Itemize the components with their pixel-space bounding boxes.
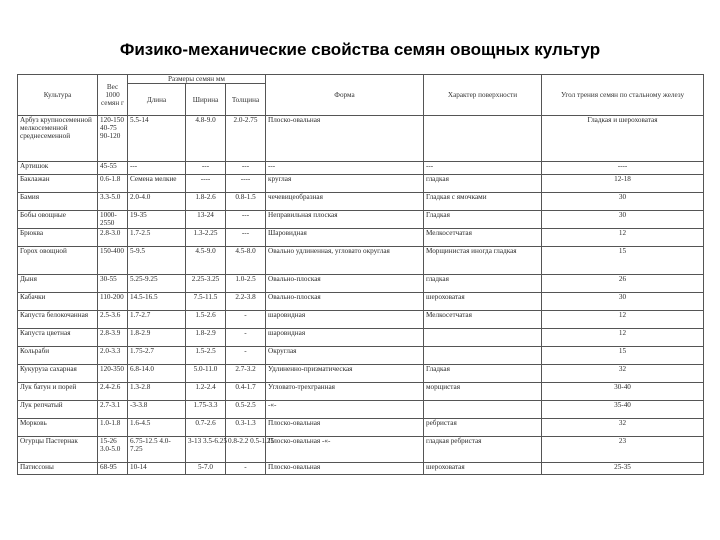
- table-row: [18, 311, 704, 329]
- cell-weight: 30-55: [98, 275, 128, 293]
- cell-thickness: 2.0-2.75: [226, 116, 266, 162]
- table-row: [18, 401, 704, 419]
- cell-culture: Арбуз крупносеменной мелкосеменной среднесеменной: [18, 116, 98, 162]
- cell-width: 1.2-2.4: [186, 383, 226, 401]
- cell-width: 13-24: [186, 211, 226, 229]
- cell-culture: Брюква: [18, 229, 98, 247]
- cell-width: 1.8-2.9: [186, 329, 226, 347]
- cell-surface: Мелкосетчатая: [424, 229, 542, 247]
- cell-thickness: 4.5-8.0: [226, 247, 266, 275]
- cell-shape: Плоско-овальная: [266, 463, 424, 475]
- table-row: [18, 247, 704, 275]
- cell-thickness: -: [226, 329, 266, 347]
- cell-length: 1.8-2.9: [128, 329, 186, 347]
- cell-weight: 150-400: [98, 247, 128, 275]
- cell-weight: 120-150 40-75 90-120: [98, 116, 128, 162]
- cell-surface: [424, 116, 542, 162]
- cell-width: 3-13 3.5-6.25: [186, 437, 226, 463]
- table-row: [18, 365, 704, 383]
- cell-length: 6.8-14.0: [128, 365, 186, 383]
- cell-shape: Удлиненно-призматическая: [266, 365, 424, 383]
- cell-thickness: ---: [226, 211, 266, 229]
- cell-length: 1.75-2.7: [128, 347, 186, 365]
- cell-angle: 12-18: [542, 175, 704, 193]
- header-width: Ширина: [186, 84, 226, 116]
- cell-surface: [424, 401, 542, 419]
- cell-culture: Капуста белокочанная: [18, 311, 98, 329]
- cell-length: 5.5-14: [128, 116, 186, 162]
- cell-angle: 32: [542, 419, 704, 437]
- table-row: [18, 275, 704, 293]
- cell-surface: ---: [424, 162, 542, 175]
- cell-angle: 35-40: [542, 401, 704, 419]
- cell-culture: Огурцы Пастернак: [18, 437, 98, 463]
- cell-length: 5-9.5: [128, 247, 186, 275]
- cell-surface: ребристая: [424, 419, 542, 437]
- cell-weight: 2.4-2.6: [98, 383, 128, 401]
- cell-shape: шаровидная: [266, 329, 424, 347]
- cell-angle: 26: [542, 275, 704, 293]
- cell-width: 1.5-2.5: [186, 347, 226, 365]
- cell-surface: Морщинистая иногда гладкая: [424, 247, 542, 275]
- cell-culture: Лук батун и порей: [18, 383, 98, 401]
- cell-culture: Морковь: [18, 419, 98, 437]
- cell-weight: 45-55: [98, 162, 128, 175]
- cell-length: 5.25-9.25: [128, 275, 186, 293]
- table-row: [18, 211, 704, 229]
- cell-angle: 30: [542, 193, 704, 211]
- cell-surface: гладкая ребристая: [424, 437, 542, 463]
- cell-surface: Гладкая: [424, 211, 542, 229]
- cell-shape: Плоско-овальная: [266, 419, 424, 437]
- cell-culture: Кукуруза сахарная: [18, 365, 98, 383]
- cell-thickness: 2.2-3.8: [226, 293, 266, 311]
- cell-thickness: ----: [226, 175, 266, 193]
- table-row: [18, 162, 704, 175]
- cell-shape: чечевицеобразная: [266, 193, 424, 211]
- cell-weight: 15-26 3.0-5.0: [98, 437, 128, 463]
- cell-angle: 25-35: [542, 463, 704, 475]
- cell-angle: 12: [542, 229, 704, 247]
- cell-thickness: 0.8-2.2 0.5-1.25: [226, 437, 266, 463]
- cell-surface: шероховатая: [424, 463, 542, 475]
- cell-shape: Округлая: [266, 347, 424, 365]
- table-row: [18, 329, 704, 347]
- cell-length: 1.7-2.5: [128, 229, 186, 247]
- cell-length: 14.5-16.5: [128, 293, 186, 311]
- cell-surface: [424, 347, 542, 365]
- cell-width: 1.5-2.6: [186, 311, 226, 329]
- cell-length: 19-35: [128, 211, 186, 229]
- cell-length: 1.3-2.8: [128, 383, 186, 401]
- scanned-table: [17, 74, 703, 514]
- cell-surface: гладкая: [424, 175, 542, 193]
- cell-width: 2.25-3.25: [186, 275, 226, 293]
- cell-thickness: -: [226, 311, 266, 329]
- cell-weight: 3.3-5.0: [98, 193, 128, 211]
- cell-surface: [424, 329, 542, 347]
- header-angle: Угол трения семян по стальному железу: [542, 75, 704, 116]
- cell-angle: 30: [542, 211, 704, 229]
- cell-shape: -«-: [266, 401, 424, 419]
- cell-surface: гладкая: [424, 275, 542, 293]
- cell-angle: Гладкая и шероховатая: [542, 116, 704, 162]
- cell-culture: Баклажан: [18, 175, 98, 193]
- cell-thickness: 0.8-1.5: [226, 193, 266, 211]
- cell-length: 2.0-4.0: [128, 193, 186, 211]
- cell-culture: Бамия: [18, 193, 98, 211]
- cell-length: Семена мелкие: [128, 175, 186, 193]
- cell-weight: 2.0-3.3: [98, 347, 128, 365]
- cell-length: -3-3.8: [128, 401, 186, 419]
- cell-angle: 15: [542, 347, 704, 365]
- cell-length: 10-14: [128, 463, 186, 475]
- cell-angle: 30: [542, 293, 704, 311]
- page-title: Физико-механические свойства семян овощных культур: [119, 40, 601, 59]
- cell-culture: Кабачки: [18, 293, 98, 311]
- cell-surface: шероховатая: [424, 293, 542, 311]
- cell-shape: Шаровидная: [266, 229, 424, 247]
- header-surface: Характер поверхности: [424, 75, 542, 116]
- cell-width: 0.7-2.6: [186, 419, 226, 437]
- cell-thickness: 2.7-3.2: [226, 365, 266, 383]
- cell-culture: Лук репчатый: [18, 401, 98, 419]
- cell-surface: Гладкая с ямочками: [424, 193, 542, 211]
- cell-width: 1.8-2.6: [186, 193, 226, 211]
- cell-weight: 1000-2550: [98, 211, 128, 229]
- cell-shape: Неправильная плоская: [266, 211, 424, 229]
- cell-width: 4.8-9.0: [186, 116, 226, 162]
- table-row: [18, 419, 704, 437]
- cell-thickness: -: [226, 463, 266, 475]
- header-size-group: Размеры семян мм: [128, 75, 266, 84]
- cell-shape: круглая: [266, 175, 424, 193]
- cell-shape: Овально-плоская: [266, 293, 424, 311]
- cell-surface: Гладкая: [424, 365, 542, 383]
- cell-shape: Овально-плоская: [266, 275, 424, 293]
- cell-culture: Капуста цветная: [18, 329, 98, 347]
- cell-thickness: ---: [226, 162, 266, 175]
- cell-thickness: 0.4-1.7: [226, 383, 266, 401]
- cell-length: 1.6-4.5: [128, 419, 186, 437]
- cell-angle: 12: [542, 329, 704, 347]
- cell-shape: Плоско-овальная: [266, 116, 424, 162]
- table-row: [18, 347, 704, 365]
- cell-thickness: 0.3-1.3: [226, 419, 266, 437]
- cell-surface: Мелкосетчатая: [424, 311, 542, 329]
- cell-angle: 23: [542, 437, 704, 463]
- table-row: [18, 116, 704, 162]
- cell-shape: ---: [266, 162, 424, 175]
- cell-width: 1.75-3.3: [186, 401, 226, 419]
- cell-width: ----: [186, 175, 226, 193]
- cell-weight: 1.0-1.8: [98, 419, 128, 437]
- cell-culture: Бобы овощные: [18, 211, 98, 229]
- table-row: [18, 463, 704, 475]
- cell-width: 4.5-9.0: [186, 247, 226, 275]
- table-row: [18, 437, 704, 463]
- cell-thickness: -: [226, 347, 266, 365]
- cell-weight: 120-350: [98, 365, 128, 383]
- cell-surface: морщистая: [424, 383, 542, 401]
- cell-thickness: 0.5-2.5: [226, 401, 266, 419]
- header-culture: Культура: [18, 75, 98, 116]
- cell-weight: 2.5-3.6: [98, 311, 128, 329]
- cell-culture: Горох овощной: [18, 247, 98, 275]
- cell-thickness: 1.0-2.5: [226, 275, 266, 293]
- cell-angle: ----: [542, 162, 704, 175]
- cell-weight: 68-95: [98, 463, 128, 475]
- cell-weight: 2.8-3.9: [98, 329, 128, 347]
- cell-shape: Овально удлиненная, угловато округлая: [266, 247, 424, 275]
- cell-shape: шаровидная: [266, 311, 424, 329]
- cell-width: 5-7.0: [186, 463, 226, 475]
- cell-length: ---: [128, 162, 186, 175]
- cell-width: ---: [186, 162, 226, 175]
- cell-weight: 2.7-3.1: [98, 401, 128, 419]
- table-row: [18, 383, 704, 401]
- cell-culture: Артишок: [18, 162, 98, 175]
- table-row: [18, 175, 704, 193]
- cell-shape: Угловато-трехгранная: [266, 383, 424, 401]
- cell-angle: 15: [542, 247, 704, 275]
- cell-width: 5.0-11.0: [186, 365, 226, 383]
- table-row: [18, 193, 704, 211]
- cell-angle: 32: [542, 365, 704, 383]
- header-shape: Форма: [266, 75, 424, 116]
- cell-width: 1.3-2.25: [186, 229, 226, 247]
- header-length: Длина: [128, 84, 186, 116]
- cell-width: 7.5-11.5: [186, 293, 226, 311]
- table-row: [18, 293, 704, 311]
- cell-culture: Патиссоны: [18, 463, 98, 475]
- table-row: [18, 229, 704, 247]
- cell-angle: 12: [542, 311, 704, 329]
- header-thickness: Толщина: [226, 84, 266, 116]
- cell-thickness: ---: [226, 229, 266, 247]
- cell-weight: 110-200: [98, 293, 128, 311]
- cell-weight: 0.6-1.8: [98, 175, 128, 193]
- cell-shape: Плоско-овальная -«-: [266, 437, 424, 463]
- properties-table: [17, 74, 704, 475]
- cell-culture: Дыня: [18, 275, 98, 293]
- header-weight: Вес 1000 семян г: [98, 75, 128, 116]
- table-body: [18, 116, 704, 475]
- cell-angle: 30-40: [542, 383, 704, 401]
- cell-length: 6.75-12.5 4.0-7.25: [128, 437, 186, 463]
- cell-culture: Кольраби: [18, 347, 98, 365]
- cell-length: 1.7-2.7: [128, 311, 186, 329]
- cell-weight: 2.8-3.0: [98, 229, 128, 247]
